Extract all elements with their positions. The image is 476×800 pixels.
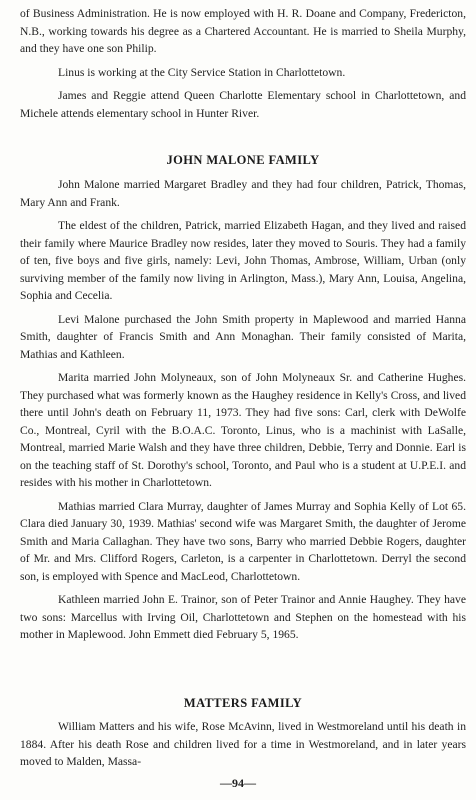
matters-family-heading: MATTERS FAMILY <box>183 696 303 710</box>
malone-section <box>20 176 466 650</box>
malone-paragraph-3: Levi Malone purchased the John Smith property in Maplewood and married Hanna Smith, daughter of Francis Smith and Ann Monaghan. Their family consisted of Marita, Mathias and Kathleen. <box>20 312 466 361</box>
malone-paragraph-1: John Malone married Margaret Bradley and they had four children, Patrick, Thomas, Mary Ann and Frank. <box>20 178 466 209</box>
page-number: —94— <box>220 776 256 790</box>
intro-paragraph-3: James and Reggie attend Queen Charlotte Elementary school in Charlottetown, and Michele attends elementary school in Hunter River. <box>20 89 466 120</box>
matters-section <box>20 718 466 777</box>
malone-paragraph-6: Kathleen married John E. Trainor, son of Peter Trainor and Annie Haughey. They have two sons: Marcellus with Irving Oil, Charlottetown and Stephen on the homestead with his mother in Maplewood. John Emmett died February 5, 1965. <box>20 593 466 641</box>
malone-paragraph-2: The eldest of the children, Patrick, married Elizabeth Hagan, and they lived and raised their family where Maurice Bradley now resides, later they moved to Souris. They had a family of ten, five boys and five girls, namely: Levi, John Thomas, Ambrose, William, Urban (only surviving member of the family now living in Arlington, Mass.), Mary Ann, Louisa, Angelina, Sophia and Cecelia. <box>20 219 466 302</box>
intro-paragraph-2: Linus is working at the City Service Station in Charlottetown. <box>58 65 346 79</box>
matters-paragraph-1: William Matters and his wife, Rose McAvinn, lived in Westmoreland until his death in 1884. After his death Rose and children lived for a time in Westmoreland, and in later years moved to Malden, Massa- <box>20 720 466 768</box>
malone-paragraph-4: Marita married John Molyneaux, son of John Molyneaux Sr. and Catherine Hughes. They purchased what was formerly known as the Haughey residence in Kelly's Cross, and lived there until John's death on February 11, 1973. They had five sons: Carl, clerk with DeWolfe Co., Montreal, Cyril with the B.O.A.C. Toronto, Linus, who is a machinist with LaSalle, Montreal, married Marie Walsh and they have three children, Debbie, Terry and Donnie. Earl is on the teaching staff of St. Dorothy's school, Toronto, and Paul who is a student at U.P.E.I. and resides with his mother in Charlottetown. <box>20 371 466 489</box>
malone-paragraph-5: Mathias married Clara Murray, daughter of James Murray and Sophia Kelly of Lot 65. Clara died January 30, 1939. Mathias' second wife was Margaret Smith, the daughter of Jerome Smith and Maria Callaghan. They have two sons, Barry who married Debbie Rogers, daughter of Mr. and Mrs. Clifford Rogers, Carleton, is a carpenter in Charlottetown. Derryl the second son, is employed with Spence and MacLeod, Charlottetown. <box>20 499 466 583</box>
malone-family-heading: JOHN MALONE FAMILY <box>166 153 320 167</box>
intro-paragraph-1: of Business Administration. He is now employed with H. R. Doane and Company, Fredericton, N.B., working towards his degree as a Chartered Accountant. He is married to Sheila Murphy, and they have one son Philip. <box>20 7 466 55</box>
intro-section <box>20 5 466 128</box>
